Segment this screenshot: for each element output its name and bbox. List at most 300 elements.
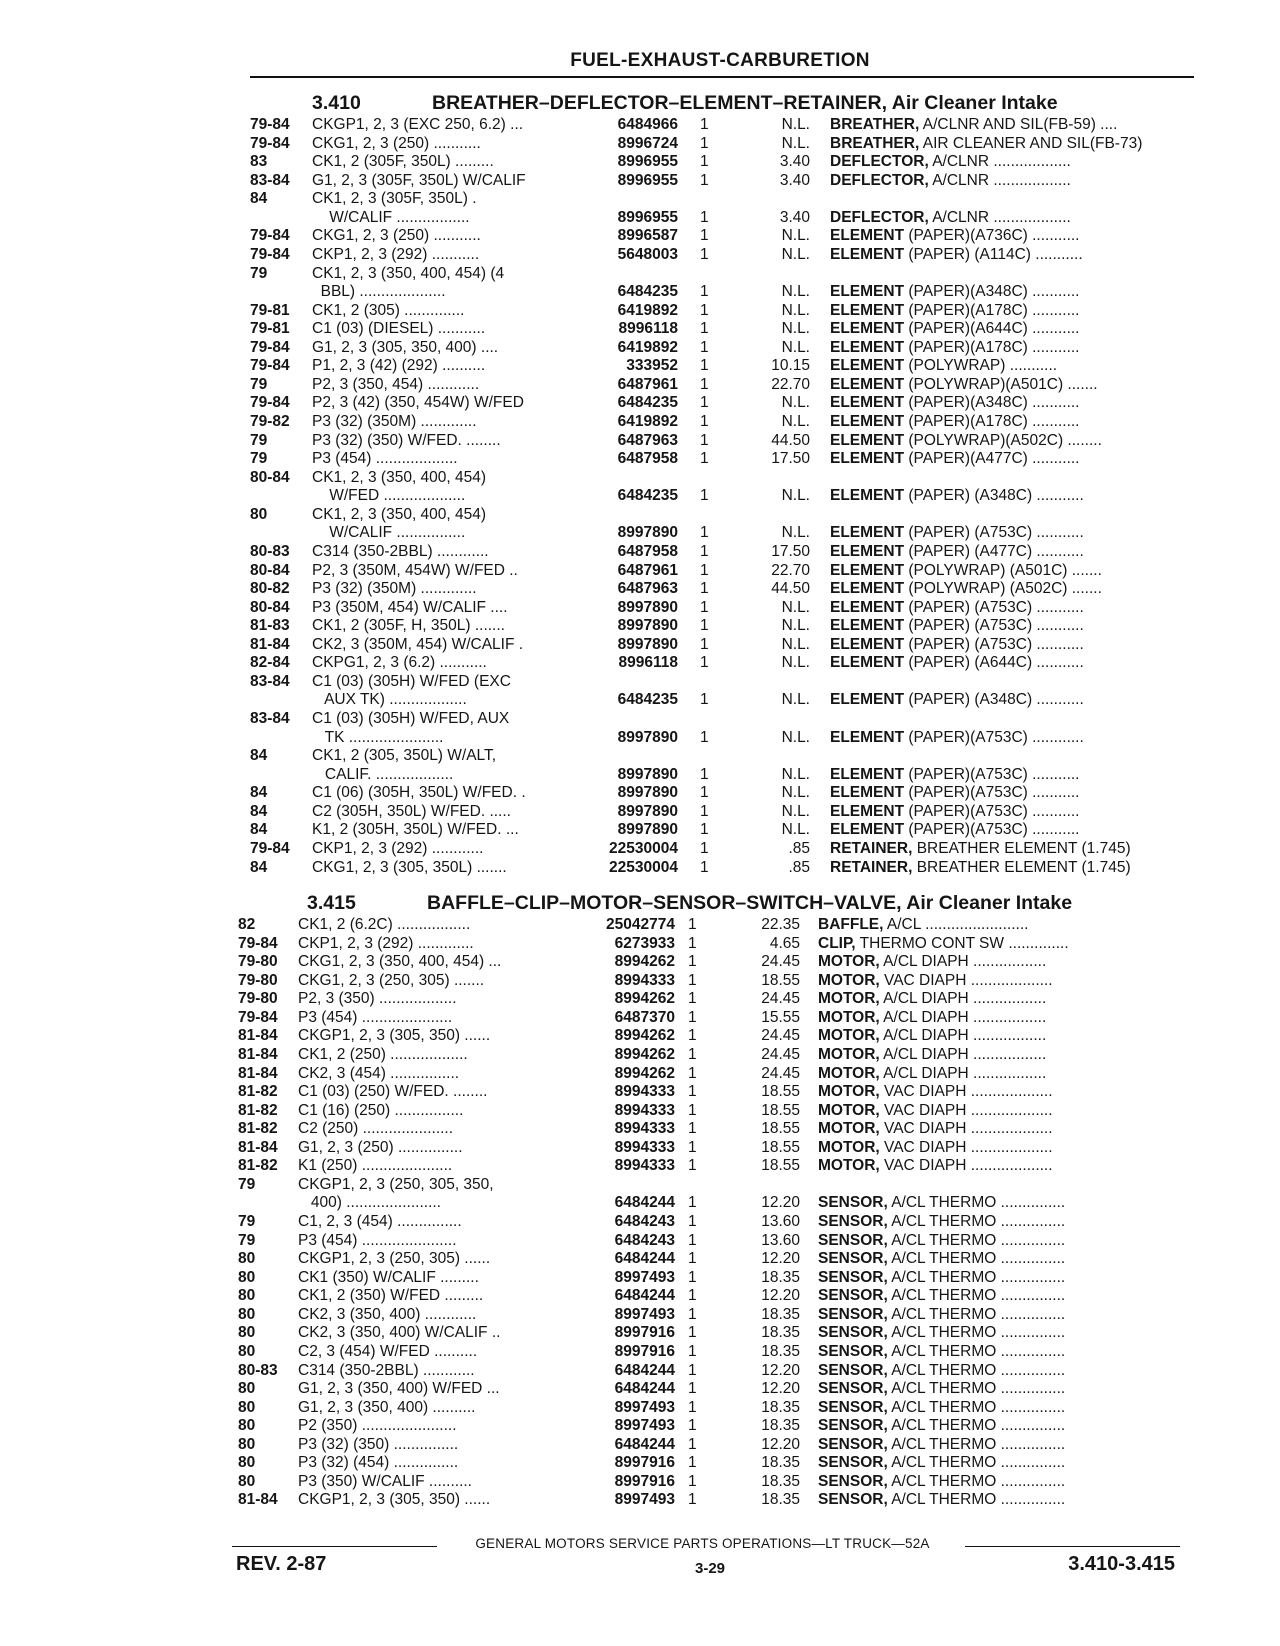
model-cell: P2, 3 (42) (350, 454W) W/FED (312, 394, 524, 412)
model-cell: CK1, 2, 3 (350, 400, 454) (4 (312, 264, 505, 282)
model-cell: CK1, 2 (305F, H, 350L) ....... (312, 617, 505, 635)
model-cell: C314 (350-2BBL) ............ (312, 542, 489, 560)
model-cell: P3 (350) W/CALIF .......... (298, 1472, 472, 1490)
description-keyword: RETAINER, (830, 858, 913, 876)
description-cell (830, 376, 1190, 395)
quantity-cell: 1 (700, 245, 709, 263)
price-cell: N.L. (781, 691, 810, 709)
table-row (0, 1213, 1280, 1232)
description-keyword: BAFFLE, (818, 916, 884, 933)
footer-revision: REV. 2-87 (236, 1553, 327, 1575)
quantity-cell: 1 (700, 375, 709, 393)
model-cell: CKGP1, 2, 3 (250, 305) ...... (298, 1250, 491, 1268)
part-number-cell: 8997916 (614, 1342, 675, 1360)
year-cell: 79 (250, 375, 268, 393)
parts-table (0, 116, 1280, 877)
part-number-cell: 6484244 (614, 1435, 675, 1453)
description-keyword: SENSOR, (818, 1398, 888, 1416)
year-cell: 79-81 (250, 320, 290, 338)
model-cell: C2, 3 (454) W/FED .......... (298, 1342, 478, 1360)
description-text: (PAPER) (A753C) ........... (904, 635, 1084, 653)
price-cell: N.L. (781, 635, 810, 653)
description-cell (818, 972, 1180, 991)
quantity-cell: 1 (688, 1324, 697, 1342)
model-cell: P3 (32) (350M) ............. (312, 413, 477, 430)
year-cell: 80 (238, 1305, 256, 1323)
quantity-cell: 1 (700, 542, 709, 560)
quantity-cell: 1 (688, 1380, 697, 1398)
description-text: (PAPER) (A348C) ........... (904, 487, 1084, 505)
description-keyword: SENSOR, (818, 1380, 888, 1398)
model-cell: P3 (32) (350) ............... (298, 1435, 459, 1453)
table-row (0, 469, 1280, 488)
year-cell: 83-84 (250, 171, 290, 189)
part-number-cell: 8997890 (617, 524, 678, 542)
part-number-cell: 6484235 (617, 691, 678, 709)
table-row (0, 1083, 1280, 1102)
quantity-cell: 1 (688, 1027, 697, 1045)
model-cell: P3 (454) ................... (312, 450, 458, 468)
part-number-cell: 6484244 (614, 1361, 675, 1379)
quantity-cell: 1 (700, 208, 709, 226)
description-cell (818, 1232, 1180, 1251)
year-cell: 84 (250, 802, 268, 820)
description-cell (818, 1287, 1180, 1306)
quantity-cell: 1 (688, 990, 697, 1008)
model-cell: G1, 2, 3 (250) ............... (298, 1138, 463, 1156)
price-cell: 24.45 (761, 953, 800, 971)
table-row (0, 1287, 1280, 1306)
table-row (0, 302, 1280, 321)
model-cell: 400) ...................... (298, 1194, 441, 1212)
price-cell: N.L. (781, 245, 810, 263)
year-cell: 83 (250, 153, 268, 171)
description-cell (818, 1139, 1180, 1158)
page-header-title: FUEL-EXHAUST-CARBURETION (570, 50, 870, 71)
model-cell: CK1, 2, 3 (305F, 350L) . (312, 190, 477, 208)
description-cell (830, 357, 1190, 376)
description-cell (818, 1269, 1180, 1288)
table-row (0, 935, 1280, 954)
description-cell (818, 935, 1180, 954)
quantity-cell: 1 (700, 320, 709, 338)
quantity-cell: 1 (688, 1417, 697, 1435)
description-keyword: DEFLECTOR, (830, 171, 929, 189)
description-text: (PAPER) (A753C) ........... (904, 524, 1084, 542)
description-keyword: SENSOR, (818, 1435, 888, 1453)
description-cell (818, 1213, 1180, 1232)
description-text: A/CL ........................ (883, 916, 1029, 933)
description-keyword: ELEMENT (830, 227, 905, 245)
quantity-cell: 1 (688, 934, 697, 952)
description-text: (PAPER)(A753C) ........... (904, 765, 1080, 783)
year-cell: 80 (238, 1435, 256, 1453)
table-row (0, 636, 1280, 655)
table-row (0, 432, 1280, 451)
table-row (0, 562, 1280, 581)
price-cell: .85 (788, 858, 810, 876)
price-cell: 18.35 (761, 1324, 800, 1342)
description-text: A/CL THERMO ............... (887, 1454, 1066, 1472)
description-text: A/CL DIAPH ................. (879, 1008, 1047, 1026)
description-cell (818, 1120, 1180, 1139)
description-cell (818, 1250, 1180, 1269)
part-number-cell: 6419892 (617, 301, 678, 319)
table-row (0, 376, 1280, 395)
table-row (0, 859, 1280, 878)
price-cell: 18.35 (761, 1454, 800, 1472)
year-cell: 80 (238, 1250, 256, 1268)
description-keyword: ELEMENT (830, 375, 905, 393)
quantity-cell: 1 (700, 784, 709, 802)
description-cell (830, 283, 1190, 302)
quantity-cell: 1 (700, 524, 709, 542)
model-cell: P3 (32) (454) ............... (298, 1454, 459, 1472)
table-row (0, 1491, 1280, 1510)
model-cell: W/CALIF ................ (312, 524, 466, 542)
description-text: (PAPER) (A348C) ........... (904, 691, 1084, 709)
table-row (0, 916, 1280, 935)
description-text: (PAPER)(A753C) ........... (904, 821, 1080, 839)
description-cell (830, 413, 1190, 432)
part-number-cell: 6484244 (614, 1287, 675, 1305)
table-row (0, 766, 1280, 785)
description-text: A/CL DIAPH ................. (879, 1064, 1047, 1082)
description-cell (818, 1491, 1180, 1510)
description-text: A/CL THERMO ............... (887, 1380, 1066, 1398)
part-number-cell: 6484966 (617, 116, 678, 133)
description-keyword: ELEMENT (830, 283, 905, 301)
table-row (0, 1232, 1280, 1251)
year-cell: 79-80 (238, 990, 278, 1008)
quantity-cell: 1 (700, 301, 709, 319)
table-row (0, 1046, 1280, 1065)
model-cell: P3 (32) (350M) ............. (312, 580, 477, 598)
model-cell: P3 (454) ...................... (298, 1231, 457, 1249)
table-row (0, 320, 1280, 339)
part-number-cell: 6487963 (617, 580, 678, 598)
year-cell: 81-82 (238, 1083, 278, 1101)
table-row (0, 1027, 1280, 1046)
year-cell: 81-84 (238, 1045, 278, 1063)
price-cell: 18.55 (761, 1120, 800, 1138)
price-cell: N.L. (781, 821, 810, 839)
table-row (0, 172, 1280, 191)
price-cell: N.L. (781, 301, 810, 319)
price-cell: 18.35 (761, 1472, 800, 1490)
description-keyword: SENSOR, (818, 1268, 888, 1286)
price-cell: N.L. (781, 116, 810, 133)
description-cell (830, 803, 1190, 822)
year-cell: 80 (238, 1398, 256, 1416)
price-cell: N.L. (781, 394, 810, 412)
part-number-cell: 8997890 (617, 784, 678, 802)
part-number-cell: 6487963 (617, 431, 678, 449)
table-row (0, 972, 1280, 991)
description-text: (PAPER)(A178C) ........... (904, 413, 1080, 430)
description-cell (818, 1380, 1180, 1399)
part-number-cell: 8997890 (617, 598, 678, 616)
quantity-cell: 1 (688, 1231, 697, 1249)
quantity-cell: 1 (688, 971, 697, 989)
year-cell: 79 (238, 1231, 256, 1249)
quantity-cell: 1 (688, 1045, 697, 1063)
price-cell: 13.60 (761, 1213, 800, 1230)
description-cell (818, 1083, 1180, 1102)
description-cell (818, 1102, 1180, 1121)
description-keyword: MOTOR, (818, 1045, 880, 1063)
quantity-cell: 1 (700, 413, 709, 430)
part-number-cell: 8994333 (614, 1120, 675, 1138)
description-text: VAC DIAPH ................... (879, 1157, 1053, 1175)
quantity-cell: 1 (700, 821, 709, 839)
quantity-cell: 1 (700, 283, 709, 301)
description-keyword: ELEMENT (830, 301, 905, 319)
model-cell: CK2, 3 (454) ................ (298, 1064, 460, 1082)
quantity-cell: 1 (688, 916, 697, 933)
model-cell: CK1, 2, 3 (350, 400, 454) (312, 468, 487, 486)
quantity-cell: 1 (688, 1157, 697, 1175)
price-cell: N.L. (781, 784, 810, 802)
quantity-cell: 1 (688, 1454, 697, 1472)
model-cell: P3 (454) ..................... (298, 1008, 453, 1026)
model-cell: P2, 3 (350) .................. (298, 990, 457, 1008)
description-keyword: MOTOR, (818, 1120, 880, 1138)
part-number-cell: 8997916 (614, 1472, 675, 1490)
part-number-cell: 6273933 (614, 934, 675, 952)
quantity-cell: 1 (700, 153, 709, 171)
table-row (0, 265, 1280, 284)
description-text: (PAPER)(A348C) ........... (904, 283, 1080, 301)
quantity-cell: 1 (700, 654, 709, 672)
table-row (0, 673, 1280, 692)
section-title-sub: Air Cleaner Intake (901, 892, 1073, 914)
price-cell: 3.40 (779, 171, 810, 189)
description-keyword: ELEMENT (830, 728, 905, 746)
description-cell (830, 432, 1190, 451)
part-number-cell: 6484243 (614, 1213, 675, 1230)
description-text: (POLYWRAP) ........... (904, 357, 1058, 375)
description-keyword: BREATHER, (830, 116, 920, 133)
description-text: A/CL DIAPH ................. (879, 990, 1047, 1008)
description-text: (PAPER)(A644C) ........... (904, 320, 1080, 338)
table-row (0, 1157, 1280, 1176)
table-row (0, 413, 1280, 432)
header-rule (250, 76, 1194, 78)
year-cell: 81-83 (250, 617, 290, 635)
description-cell (830, 636, 1190, 655)
description-cell (830, 246, 1190, 265)
quantity-cell: 1 (688, 1250, 697, 1268)
model-cell: P2, 3 (350, 454) ............ (312, 375, 480, 393)
description-cell (830, 766, 1190, 785)
description-text: A/CL THERMO ............... (887, 1491, 1066, 1509)
description-text: A/CL THERMO ............... (887, 1472, 1066, 1490)
table-row (0, 1269, 1280, 1288)
model-cell: CKP1, 2, 3 (292) ........... (312, 245, 480, 263)
year-cell: 81-84 (238, 1138, 278, 1156)
year-cell: 80 (238, 1324, 256, 1342)
description-text: A/CL THERMO ............... (887, 1417, 1066, 1435)
footer-section-range: 3.410-3.415 (1068, 1553, 1175, 1575)
model-cell: CKP1, 2, 3 (292) ............. (298, 934, 474, 952)
table-row (0, 1139, 1280, 1158)
model-cell: C1 (03) (305H) W/FED, AUX (312, 710, 510, 727)
model-cell: CK1, 2 (350) W/FED ......... (298, 1287, 484, 1305)
year-cell: 79-84 (250, 227, 290, 245)
price-cell: 4.65 (769, 934, 800, 952)
table-row (0, 1009, 1280, 1028)
table-row (0, 1065, 1280, 1084)
model-cell: G1, 2, 3 (305, 350, 400) .... (312, 338, 499, 356)
footer-publisher: GENERAL MOTORS SERVICE PARTS OPERATIONS—LT TRUCK—52A (475, 1536, 930, 1551)
description-text: A/CL THERMO ............... (887, 1231, 1066, 1249)
year-cell: 79 (250, 264, 268, 282)
model-cell: TK ...................... (312, 728, 444, 746)
part-number-cell: 8997890 (617, 802, 678, 820)
section-title-main: BAFFLE–CLIP–MOTOR–SENSOR–SWITCH–VALVE, (427, 892, 902, 914)
description-text: BREATHER ELEMENT (1.745) (912, 839, 1131, 857)
part-number-cell: 6484235 (617, 487, 678, 505)
description-keyword: SENSOR, (818, 1213, 888, 1230)
table-row (0, 803, 1280, 822)
description-text: A/CLNR AND SIL(FB-59) .... (919, 116, 1118, 133)
price-cell: 15.55 (761, 1008, 800, 1026)
year-cell: 79-84 (250, 357, 290, 375)
price-cell: N.L. (781, 728, 810, 746)
price-cell: 12.20 (761, 1361, 800, 1379)
year-cell: 79-80 (238, 971, 278, 989)
description-text: THERMO CONT SW .............. (855, 934, 1069, 952)
quantity-cell: 1 (700, 357, 709, 375)
model-cell: C1 (03) (DIESEL) ........... (312, 320, 486, 338)
description-cell (830, 487, 1190, 506)
model-cell: CK1, 2 (250) .................. (298, 1045, 468, 1063)
price-cell: 24.45 (761, 990, 800, 1008)
table-row (0, 691, 1280, 710)
quantity-cell: 1 (688, 1008, 697, 1026)
quantity-cell: 1 (688, 1064, 697, 1082)
part-number-cell: 333952 (626, 357, 678, 375)
description-keyword: ELEMENT (830, 542, 905, 560)
year-cell: 84 (250, 190, 268, 208)
description-text: VAC DIAPH ................... (879, 971, 1053, 989)
description-cell (818, 1454, 1180, 1473)
year-cell: 79 (238, 1175, 256, 1193)
description-keyword: ELEMENT (830, 245, 905, 263)
part-number-cell: 25042774 (606, 916, 675, 933)
part-number-cell: 8994262 (614, 990, 675, 1008)
price-cell: 22.35 (761, 916, 800, 933)
quantity-cell: 1 (688, 1101, 697, 1119)
model-cell: CK1 (350) W/CALIF ......... (298, 1268, 479, 1286)
description-text: A/CL DIAPH ................. (879, 1027, 1047, 1045)
part-number-cell: 6484244 (614, 1194, 675, 1212)
table-row (0, 1473, 1280, 1492)
part-number-cell: 6419892 (617, 338, 678, 356)
description-cell (818, 1065, 1180, 1084)
part-number-cell: 6487958 (617, 450, 678, 468)
table-row (0, 227, 1280, 246)
part-number-cell: 8994333 (614, 971, 675, 989)
quantity-cell: 1 (700, 617, 709, 635)
model-cell: P1, 2, 3 (42) (292) .......... (312, 357, 486, 375)
description-text: (PAPER)(A348C) ........... (904, 394, 1080, 412)
description-cell (818, 1343, 1180, 1362)
description-keyword: ELEMENT (830, 654, 905, 672)
price-cell: 18.35 (761, 1268, 800, 1286)
description-text: A/CL THERMO ............... (887, 1305, 1066, 1323)
description-cell (830, 394, 1190, 413)
part-number-cell: 8997493 (614, 1398, 675, 1416)
table-row (0, 543, 1280, 562)
section-number: 3.415 (307, 892, 356, 914)
year-cell: 81-84 (238, 1027, 278, 1045)
description-keyword: ELEMENT (830, 821, 905, 839)
quantity-cell: 1 (688, 1472, 697, 1490)
description-text: (PAPER) (A644C) ........... (904, 654, 1084, 672)
part-number-cell: 6484235 (617, 283, 678, 301)
model-cell: C1 (16) (250) ................ (298, 1101, 464, 1119)
model-cell: P3 (32) (350) W/FED. ........ (312, 431, 501, 449)
model-cell: W/CALIF ................. (312, 208, 470, 226)
part-number-cell: 6487370 (614, 1008, 675, 1026)
description-keyword: SENSOR, (818, 1194, 888, 1212)
year-cell: 80-83 (238, 1361, 278, 1379)
part-number-cell: 8996955 (617, 208, 678, 226)
description-text: (PAPER)(A178C) ........... (904, 338, 1080, 356)
price-cell: 24.45 (761, 1064, 800, 1082)
description-cell (830, 562, 1190, 581)
quantity-cell: 1 (700, 450, 709, 468)
table-row (0, 1454, 1280, 1473)
description-text: (PAPER)(A477C) ........... (904, 450, 1080, 468)
year-cell: 83-84 (250, 672, 290, 690)
year-cell: 79 (238, 1213, 256, 1230)
year-cell: 84 (250, 858, 268, 876)
description-keyword: ELEMENT (830, 320, 905, 338)
year-cell: 79-84 (250, 116, 290, 133)
year-cell: 80-84 (250, 598, 290, 616)
description-cell (830, 209, 1190, 228)
part-number-cell: 8996587 (617, 227, 678, 245)
description-text: (PAPER) (A114C) ........... (904, 245, 1083, 263)
price-cell: N.L. (781, 227, 810, 245)
description-text: A/CL THERMO ............... (887, 1361, 1066, 1379)
part-number-cell: 8997493 (614, 1491, 675, 1509)
model-cell: CKGP1, 2, 3 (EXC 250, 6.2) ... (312, 116, 524, 133)
description-cell (830, 729, 1190, 748)
description-text: VAC DIAPH ................... (879, 1138, 1053, 1156)
description-keyword: ELEMENT (830, 413, 905, 430)
description-keyword: ELEMENT (830, 431, 905, 449)
year-cell: 80-84 (250, 468, 290, 486)
description-text: A/CL THERMO ............... (887, 1268, 1066, 1286)
price-cell: 12.20 (761, 1380, 800, 1398)
description-keyword: ELEMENT (830, 598, 905, 616)
quantity-cell: 1 (688, 1361, 697, 1379)
price-cell: N.L. (781, 338, 810, 356)
year-cell: 81-84 (238, 1064, 278, 1082)
quantity-cell: 1 (700, 394, 709, 412)
price-cell: 18.35 (761, 1491, 800, 1509)
price-cell: 18.35 (761, 1398, 800, 1416)
year-cell: 80 (238, 1417, 256, 1435)
description-keyword: ELEMENT (830, 487, 905, 505)
description-cell (830, 543, 1190, 562)
description-keyword: ELEMENT (830, 635, 905, 653)
model-cell: K1, 2 (305H, 350L) W/FED. ... (312, 821, 519, 839)
